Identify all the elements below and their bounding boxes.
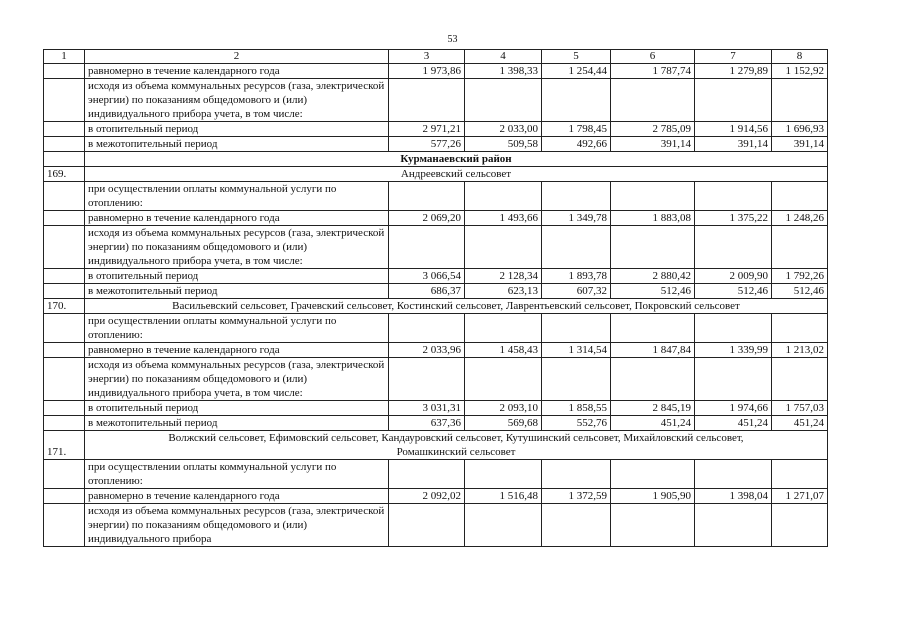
district-heading: Курманаевский район (85, 152, 828, 167)
value-cell: 686,37 (389, 284, 465, 299)
district-row (44, 152, 828, 167)
value-cell: 1 883,08 (611, 211, 695, 226)
table-row (44, 269, 828, 284)
entry-header-row (44, 299, 828, 314)
value-cell (389, 79, 465, 122)
value-cell: 1 279,89 (695, 64, 772, 79)
value-cell: 1 398,33 (465, 64, 542, 79)
value-cell: 2 880,42 (611, 269, 695, 284)
value-cell (695, 314, 772, 343)
value-cell: 1 973,86 (389, 64, 465, 79)
value-cell (695, 79, 772, 122)
index-cell (44, 137, 85, 152)
value-cell (772, 314, 828, 343)
table-row (44, 284, 828, 299)
value-cell: 2 128,34 (465, 269, 542, 284)
value-cell: 2 033,96 (389, 343, 465, 358)
table-row (44, 211, 828, 226)
row-label: равномерно в течение календарного года (85, 343, 389, 358)
index-cell (44, 358, 85, 401)
row-label: в отопительный период (85, 401, 389, 416)
value-cell: 623,13 (465, 284, 542, 299)
row-label: в межотопительный период (85, 416, 389, 431)
tariff-table (43, 49, 828, 547)
index-cell (44, 182, 85, 211)
page-number: 53 (447, 34, 458, 45)
index-cell (44, 269, 85, 284)
value-cell: 1 905,90 (611, 489, 695, 504)
index-cell (44, 122, 85, 137)
entry-index: 169. (44, 167, 85, 182)
value-cell: 391,14 (611, 137, 695, 152)
value-cell: 569,68 (465, 416, 542, 431)
value-cell: 552,76 (542, 416, 611, 431)
column-header: 3 (389, 50, 465, 64)
value-cell (542, 504, 611, 547)
value-cell: 1 757,03 (772, 401, 828, 416)
value-cell (542, 79, 611, 122)
value-cell: 1 493,66 (465, 211, 542, 226)
value-cell: 1 314,54 (542, 343, 611, 358)
table-row (44, 358, 828, 401)
column-header: 6 (611, 50, 695, 64)
value-cell: 1 787,74 (611, 64, 695, 79)
value-cell: 1 213,02 (772, 343, 828, 358)
value-cell (611, 79, 695, 122)
value-cell (695, 504, 772, 547)
value-cell (389, 314, 465, 343)
value-cell (772, 182, 828, 211)
value-cell (542, 358, 611, 401)
value-cell: 2 785,09 (611, 122, 695, 137)
value-cell (389, 182, 465, 211)
value-cell: 391,14 (695, 137, 772, 152)
settlement-name (85, 431, 828, 460)
value-cell: 1 271,07 (772, 489, 828, 504)
index-cell (44, 343, 85, 358)
table-row (44, 460, 828, 489)
column-header: 7 (695, 50, 772, 64)
row-label: при осуществлении оплаты коммунальной услуги по отоплению: (85, 460, 389, 489)
value-cell (542, 226, 611, 269)
value-cell (772, 358, 828, 401)
entry-index: 170. (44, 299, 85, 314)
table-row (44, 226, 828, 269)
value-cell: 1 375,22 (695, 211, 772, 226)
value-cell: 492,66 (542, 137, 611, 152)
settlement-name: Васильевский сельсовет, Грачевский сельсовет, Костинский сельсовет, Лаврентьевский сельсовет, Покровский сельсовет (85, 299, 828, 314)
value-cell (611, 314, 695, 343)
value-cell: 607,32 (542, 284, 611, 299)
entry-index: 171. (44, 431, 85, 460)
value-cell: 2 971,21 (389, 122, 465, 137)
value-cell (695, 460, 772, 489)
value-cell: 3 066,54 (389, 269, 465, 284)
value-cell: 1 152,92 (772, 64, 828, 79)
header-row (44, 50, 828, 64)
row-label: исходя из объема коммунальных ресурсов (газа, электрической энергии) по показаниям общедомового и (или) индивидуального прибора учета, в том числе: (85, 226, 389, 269)
row-label: равномерно в течение календарного года (85, 489, 389, 504)
index-cell (44, 489, 85, 504)
value-cell (542, 314, 611, 343)
table-row (44, 64, 828, 79)
value-cell (465, 358, 542, 401)
value-cell: 512,46 (611, 284, 695, 299)
row-label: в межотопительный период (85, 137, 389, 152)
value-cell (465, 460, 542, 489)
index-cell (44, 401, 85, 416)
value-cell (389, 460, 465, 489)
row-label: в межотопительный период (85, 284, 389, 299)
index-cell (44, 314, 85, 343)
value-cell (611, 504, 695, 547)
value-cell (542, 460, 611, 489)
index-cell (44, 416, 85, 431)
value-cell: 391,14 (772, 137, 828, 152)
value-cell: 1 858,55 (542, 401, 611, 416)
value-cell: 3 031,31 (389, 401, 465, 416)
value-cell: 451,24 (772, 416, 828, 431)
table-row (44, 182, 828, 211)
table-row (44, 343, 828, 358)
row-label: равномерно в течение календарного года (85, 64, 389, 79)
column-header: 8 (772, 50, 828, 64)
value-cell (611, 182, 695, 211)
value-cell (695, 358, 772, 401)
settlement-name: Андреевский сельсовет (85, 167, 828, 182)
value-cell: 451,24 (611, 416, 695, 431)
table-row (44, 122, 828, 137)
value-cell: 2 009,90 (695, 269, 772, 284)
value-cell: 1 847,84 (611, 343, 695, 358)
value-cell: 1 798,45 (542, 122, 611, 137)
value-cell: 1 893,78 (542, 269, 611, 284)
value-cell (542, 182, 611, 211)
value-cell: 1 339,99 (695, 343, 772, 358)
column-header: 1 (44, 50, 85, 64)
value-cell (465, 79, 542, 122)
table-row (44, 489, 828, 504)
value-cell: 451,24 (695, 416, 772, 431)
table-row (44, 401, 828, 416)
value-cell (772, 79, 828, 122)
row-label: равномерно в течение календарного года (85, 211, 389, 226)
value-cell: 1 349,78 (542, 211, 611, 226)
value-cell: 1 458,43 (465, 343, 542, 358)
table-row (44, 504, 828, 547)
table-row (44, 416, 828, 431)
value-cell: 1 254,44 (542, 64, 611, 79)
value-cell: 1 372,59 (542, 489, 611, 504)
value-cell: 1 792,26 (772, 269, 828, 284)
entry-header-row (44, 431, 828, 460)
value-cell: 509,58 (465, 137, 542, 152)
value-cell (465, 504, 542, 547)
value-cell (465, 314, 542, 343)
row-label: при осуществлении оплаты коммунальной услуги по отоплению: (85, 314, 389, 343)
column-header: 4 (465, 50, 542, 64)
value-cell: 2 069,20 (389, 211, 465, 226)
value-cell: 1 248,26 (772, 211, 828, 226)
value-cell: 577,26 (389, 137, 465, 152)
value-cell (695, 182, 772, 211)
index-cell (44, 211, 85, 226)
value-cell: 512,46 (695, 284, 772, 299)
value-cell (611, 460, 695, 489)
value-cell (772, 504, 828, 547)
row-label: в отопительный период (85, 122, 389, 137)
index-cell (44, 226, 85, 269)
value-cell: 637,36 (389, 416, 465, 431)
value-cell: 2 845,19 (611, 401, 695, 416)
value-cell: 1 696,93 (772, 122, 828, 137)
value-cell (389, 226, 465, 269)
table-row (44, 137, 828, 152)
value-cell (465, 226, 542, 269)
value-cell (772, 460, 828, 489)
row-label: исходя из объема коммунальных ресурсов (газа, электрической энергии) по показаниям общедомового и (или) индивидуального прибора (85, 504, 389, 547)
index-cell (44, 504, 85, 547)
value-cell: 1 974,66 (695, 401, 772, 416)
row-label: исходя из объема коммунальных ресурсов (газа, электрической энергии) по показаниям общедомового и (или) индивидуального прибора учета, в том числе: (85, 79, 389, 122)
table-row (44, 79, 828, 122)
value-cell (611, 358, 695, 401)
value-cell (465, 182, 542, 211)
settlement-name-line: Ромашкинский сельсовет (396, 446, 516, 458)
value-cell: 2 092,02 (389, 489, 465, 504)
table-row (44, 314, 828, 343)
row-label: исходя из объема коммунальных ресурсов (газа, электрической энергии) по показаниям общедомового и (или) индивидуального прибора учета, в том числе: (85, 358, 389, 401)
value-cell (695, 226, 772, 269)
value-cell (611, 226, 695, 269)
settlement-name-line: Волжский сельсовет, Ефимовский сельсовет, Кандауровский сельсовет, Кутушинский сельсовет, Михайловский сельсовет, (168, 432, 744, 444)
index-cell (44, 64, 85, 79)
value-cell: 2 033,00 (465, 122, 542, 137)
row-label: в отопительный период (85, 269, 389, 284)
index-cell (44, 460, 85, 489)
index-cell (44, 284, 85, 299)
entry-header-row (44, 167, 828, 182)
value-cell (389, 358, 465, 401)
index-cell (44, 152, 85, 167)
value-cell (389, 504, 465, 547)
column-header: 2 (85, 50, 389, 64)
index-cell (44, 79, 85, 122)
value-cell: 2 093,10 (465, 401, 542, 416)
value-cell (772, 226, 828, 269)
value-cell: 512,46 (772, 284, 828, 299)
value-cell: 1 516,48 (465, 489, 542, 504)
column-header: 5 (542, 50, 611, 64)
row-label: при осуществлении оплаты коммунальной услуги по отоплению: (85, 182, 389, 211)
value-cell: 1 398,04 (695, 489, 772, 504)
value-cell: 1 914,56 (695, 122, 772, 137)
